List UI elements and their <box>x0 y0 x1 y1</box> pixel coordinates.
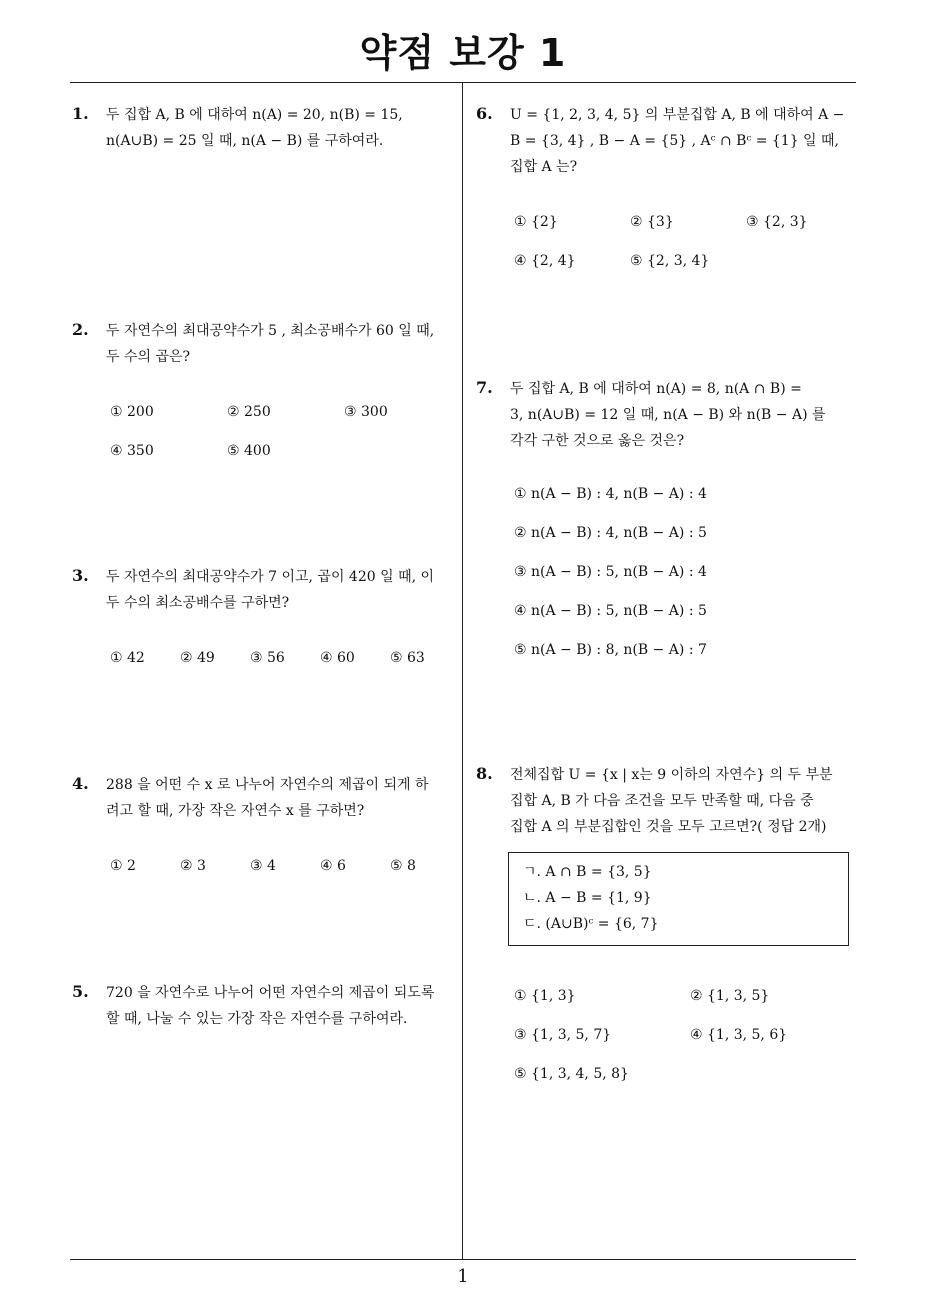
question-line: 두 자연수의 최대공약수가 7 이고, 곱이 420 일 때, 이 <box>106 569 435 585</box>
condition-item: ㄴ. A − B = {1, 9} <box>523 890 652 906</box>
question-text <box>106 772 456 824</box>
answer-option[interactable]: ① {2} <box>514 214 558 230</box>
question-line: B = {3, 4} , B − A = {5} , Aᶜ ∩ Bᶜ = {1} 일 때, <box>510 133 840 149</box>
answer-option[interactable]: ④ n(A − B) : 5, n(B − A) : 5 <box>514 603 707 619</box>
question-line: 집합 A, B 가 다음 조건을 모두 만족할 때, 다음 중 <box>510 793 814 809</box>
answer-option[interactable]: ③ n(A − B) : 5, n(B − A) : 4 <box>514 564 707 580</box>
answer-option[interactable]: ② 49 <box>180 650 215 666</box>
question-number: 1. <box>72 104 89 123</box>
answer-option[interactable]: ④ 6 <box>320 858 346 874</box>
answer-option[interactable]: ③ 4 <box>250 858 276 874</box>
question-line: 720 을 자연수로 나누어 어떤 자연수의 제곱이 되도록 <box>106 985 435 1001</box>
answer-option[interactable]: ① {1, 3} <box>514 988 576 1004</box>
answer-option[interactable]: ② 250 <box>227 404 271 420</box>
question-number: 4. <box>72 774 89 793</box>
top-divider <box>70 82 856 83</box>
answer-option[interactable]: ③ 56 <box>250 650 285 666</box>
condition-item: ㄱ. A ∩ B = {3, 5} <box>523 864 652 880</box>
question-line: 3, n(A∪B) = 12 일 때, n(A − B) 와 n(B − A) 를 <box>510 407 826 423</box>
answer-option[interactable]: ⑤ {1, 3, 4, 5, 8} <box>514 1066 629 1082</box>
question-text <box>510 102 860 180</box>
question-text <box>106 564 456 616</box>
answer-option[interactable]: ⑤ n(A − B) : 8, n(B − A) : 7 <box>514 642 707 658</box>
question-text <box>106 318 456 370</box>
question-number: 3. <box>72 566 89 585</box>
bottom-divider <box>70 1259 856 1260</box>
answer-option[interactable]: ④ 60 <box>320 650 355 666</box>
question-line: 할 때, 나눌 수 있는 가장 작은 자연수를 구하여라. <box>106 1011 408 1027</box>
question-line: n(A∪B) = 25 일 때, n(A − B) 를 구하여라. <box>106 133 384 149</box>
answer-option[interactable]: ③ {2, 3} <box>746 214 808 230</box>
answer-option[interactable]: ⑤ 8 <box>390 858 416 874</box>
question-line: 288 을 어떤 수 x 로 나누어 자연수의 제곱이 되게 하 <box>106 777 429 793</box>
question-line: 두 집합 A, B 에 대하여 n(A) = 8, n(A ∩ B) = <box>510 381 802 397</box>
column-divider <box>462 83 463 1259</box>
answer-option[interactable]: ③ {1, 3, 5, 7} <box>514 1027 612 1043</box>
question-line: 두 집합 A, B 에 대하여 n(A) = 20, n(B) = 15, <box>106 107 403 123</box>
question-line: U = {1, 2, 3, 4, 5} 의 부분집합 A, B 에 대하여 A − <box>510 107 845 123</box>
question-line: 집합 A 는? <box>510 159 578 175</box>
question-text <box>106 102 456 154</box>
answer-option[interactable]: ⑤ 400 <box>227 443 271 459</box>
question-number: 8. <box>476 764 493 783</box>
answer-option[interactable]: ① 42 <box>110 650 145 666</box>
question-line: 두 수의 곱은? <box>106 349 191 365</box>
answer-option[interactable]: ③ 300 <box>344 404 388 420</box>
question-line: 려고 할 때, 가장 작은 자연수 x 를 구하면? <box>106 803 365 819</box>
question-line: 두 자연수의 최대공약수가 5 , 최소공배수가 60 일 때, <box>106 323 435 339</box>
answer-option[interactable]: ⑤ 63 <box>390 650 425 666</box>
answer-option[interactable]: ② n(A − B) : 4, n(B − A) : 5 <box>514 525 707 541</box>
question-line: 집합 A 의 부분집합인 것을 모두 고르면?( 정답 2개) <box>510 819 827 835</box>
answer-option[interactable]: ④ {2, 4} <box>514 253 576 269</box>
answer-option[interactable]: ② {3} <box>630 214 674 230</box>
question-number: 7. <box>476 378 493 397</box>
answer-option[interactable]: ④ {1, 3, 5, 6} <box>690 1027 788 1043</box>
conditions-box <box>508 852 849 946</box>
answer-option[interactable]: ⑤ {2, 3, 4} <box>630 253 710 269</box>
question-number: 2. <box>72 320 89 339</box>
page-title: 약점 보강 1 <box>359 31 567 75</box>
question-text <box>510 762 860 840</box>
question-number: 6. <box>476 104 493 123</box>
question-line: 두 수의 최소공배수를 구하면? <box>106 595 290 611</box>
answer-option[interactable]: ④ 350 <box>110 443 154 459</box>
question-number: 5. <box>72 982 89 1001</box>
question-line: 각각 구한 것으로 옳은 것은? <box>510 433 685 449</box>
answer-option[interactable]: ② 3 <box>180 858 206 874</box>
answer-option[interactable]: ① 200 <box>110 404 154 420</box>
question-line: 전체집합 U = {x | x는 9 이하의 자연수} 의 두 부분 <box>510 767 833 783</box>
answer-option[interactable]: ① n(A − B) : 4, n(B − A) : 4 <box>514 486 707 502</box>
answer-option[interactable]: ② {1, 3, 5} <box>690 988 770 1004</box>
answer-option[interactable]: ① 2 <box>110 858 136 874</box>
question-text <box>510 376 860 454</box>
page-number: 1 <box>457 1266 469 1287</box>
question-text <box>106 980 456 1032</box>
condition-item: ㄷ. (A∪B)ᶜ = {6, 7} <box>523 916 659 932</box>
